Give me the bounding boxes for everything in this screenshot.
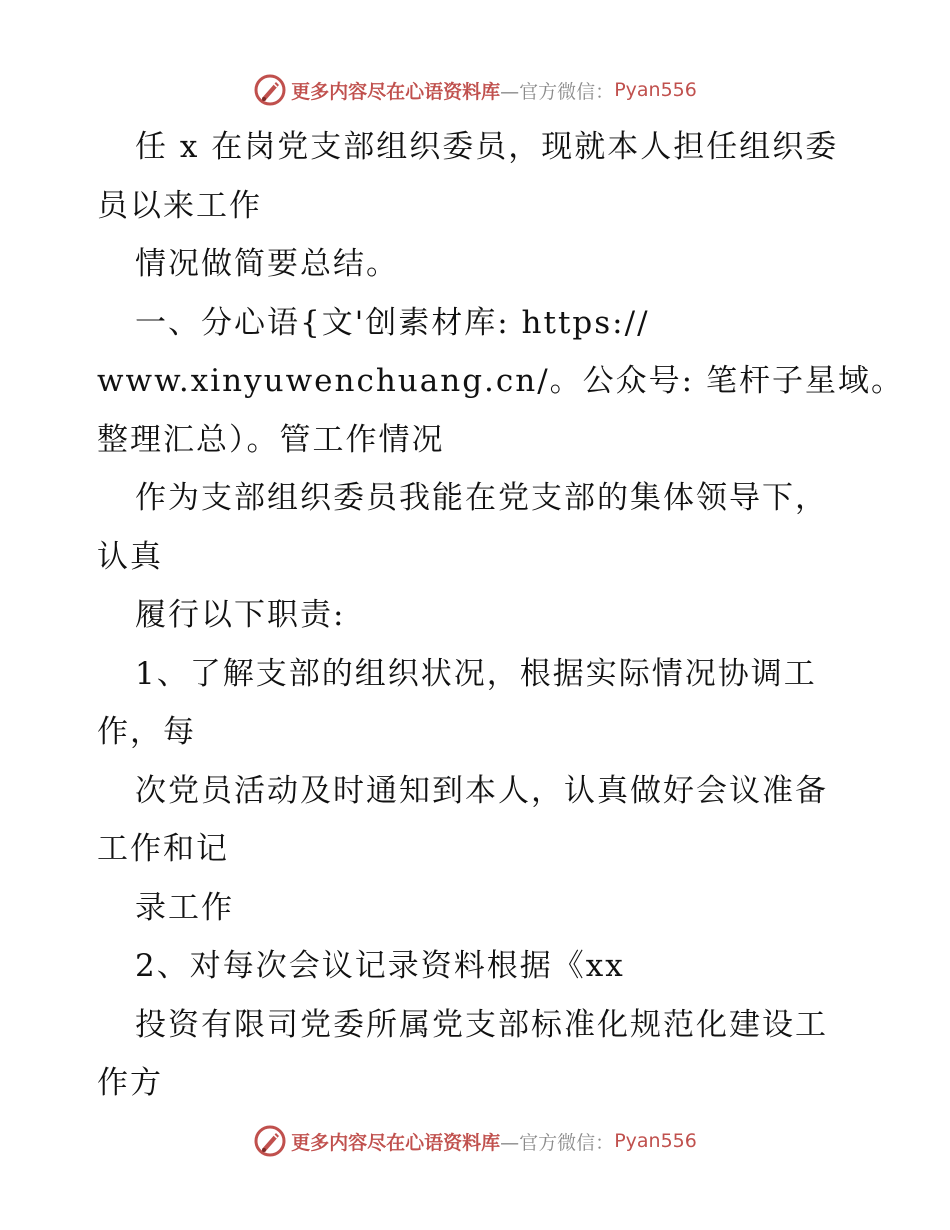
text-line: 任 x 在岗党支部组织委员，现就本人担任组织委 [135, 129, 839, 165]
banner-text-wechat-id: Pyan556 [614, 1130, 697, 1152]
banner-text-wechat-id: Pyan556 [614, 79, 697, 101]
text-line: 1、了解支部的组织状况，根据实际情况协调工 [135, 655, 817, 692]
text-line: 整理汇总）。管工作情况 [97, 421, 445, 458]
banner-text-official: —官方微信： [500, 80, 615, 103]
text-line: 作为支部组织委员我能在党支部的集体领导下， [135, 480, 828, 516]
banner-text-main: 更多内容尽在心语资料库 [291, 80, 501, 103]
text-line: 录工作 [135, 889, 234, 926]
text-line: 2、对每次会议记录资料根据《xx [135, 948, 625, 984]
text-line: 一、分心语{文'创素材库: https:// [135, 304, 650, 341]
text-line: 情况做简要总结。 [135, 246, 399, 282]
text-line: 作，每 [97, 714, 196, 750]
text-line: www.xinyuwenchuang.cn/。公众号: 笔杆子星域。 [97, 363, 904, 399]
banner-text-main: 更多内容尽在心语资料库 [291, 1131, 501, 1154]
pen-seal-logo-icon [253, 1124, 287, 1158]
footer-banner [0, 1121, 950, 1161]
text-line: 投资有限司党委所属党支部标准化规范化建设工 [135, 1006, 828, 1043]
header-banner [0, 70, 950, 110]
document-body [97, 118, 904, 1113]
text-line: 作方 [97, 1065, 163, 1101]
text-line: 履行以下职责: [135, 597, 346, 633]
text-line: 次党员活动及时通知到本人，认真做好会议准备 [135, 772, 828, 809]
text-line: 工作和记 [97, 831, 229, 867]
text-line: 员以来工作 [97, 187, 262, 224]
pen-seal-logo-icon [253, 73, 287, 107]
text-line: 认真 [97, 538, 163, 575]
banner-text-official: —官方微信： [500, 1131, 615, 1154]
